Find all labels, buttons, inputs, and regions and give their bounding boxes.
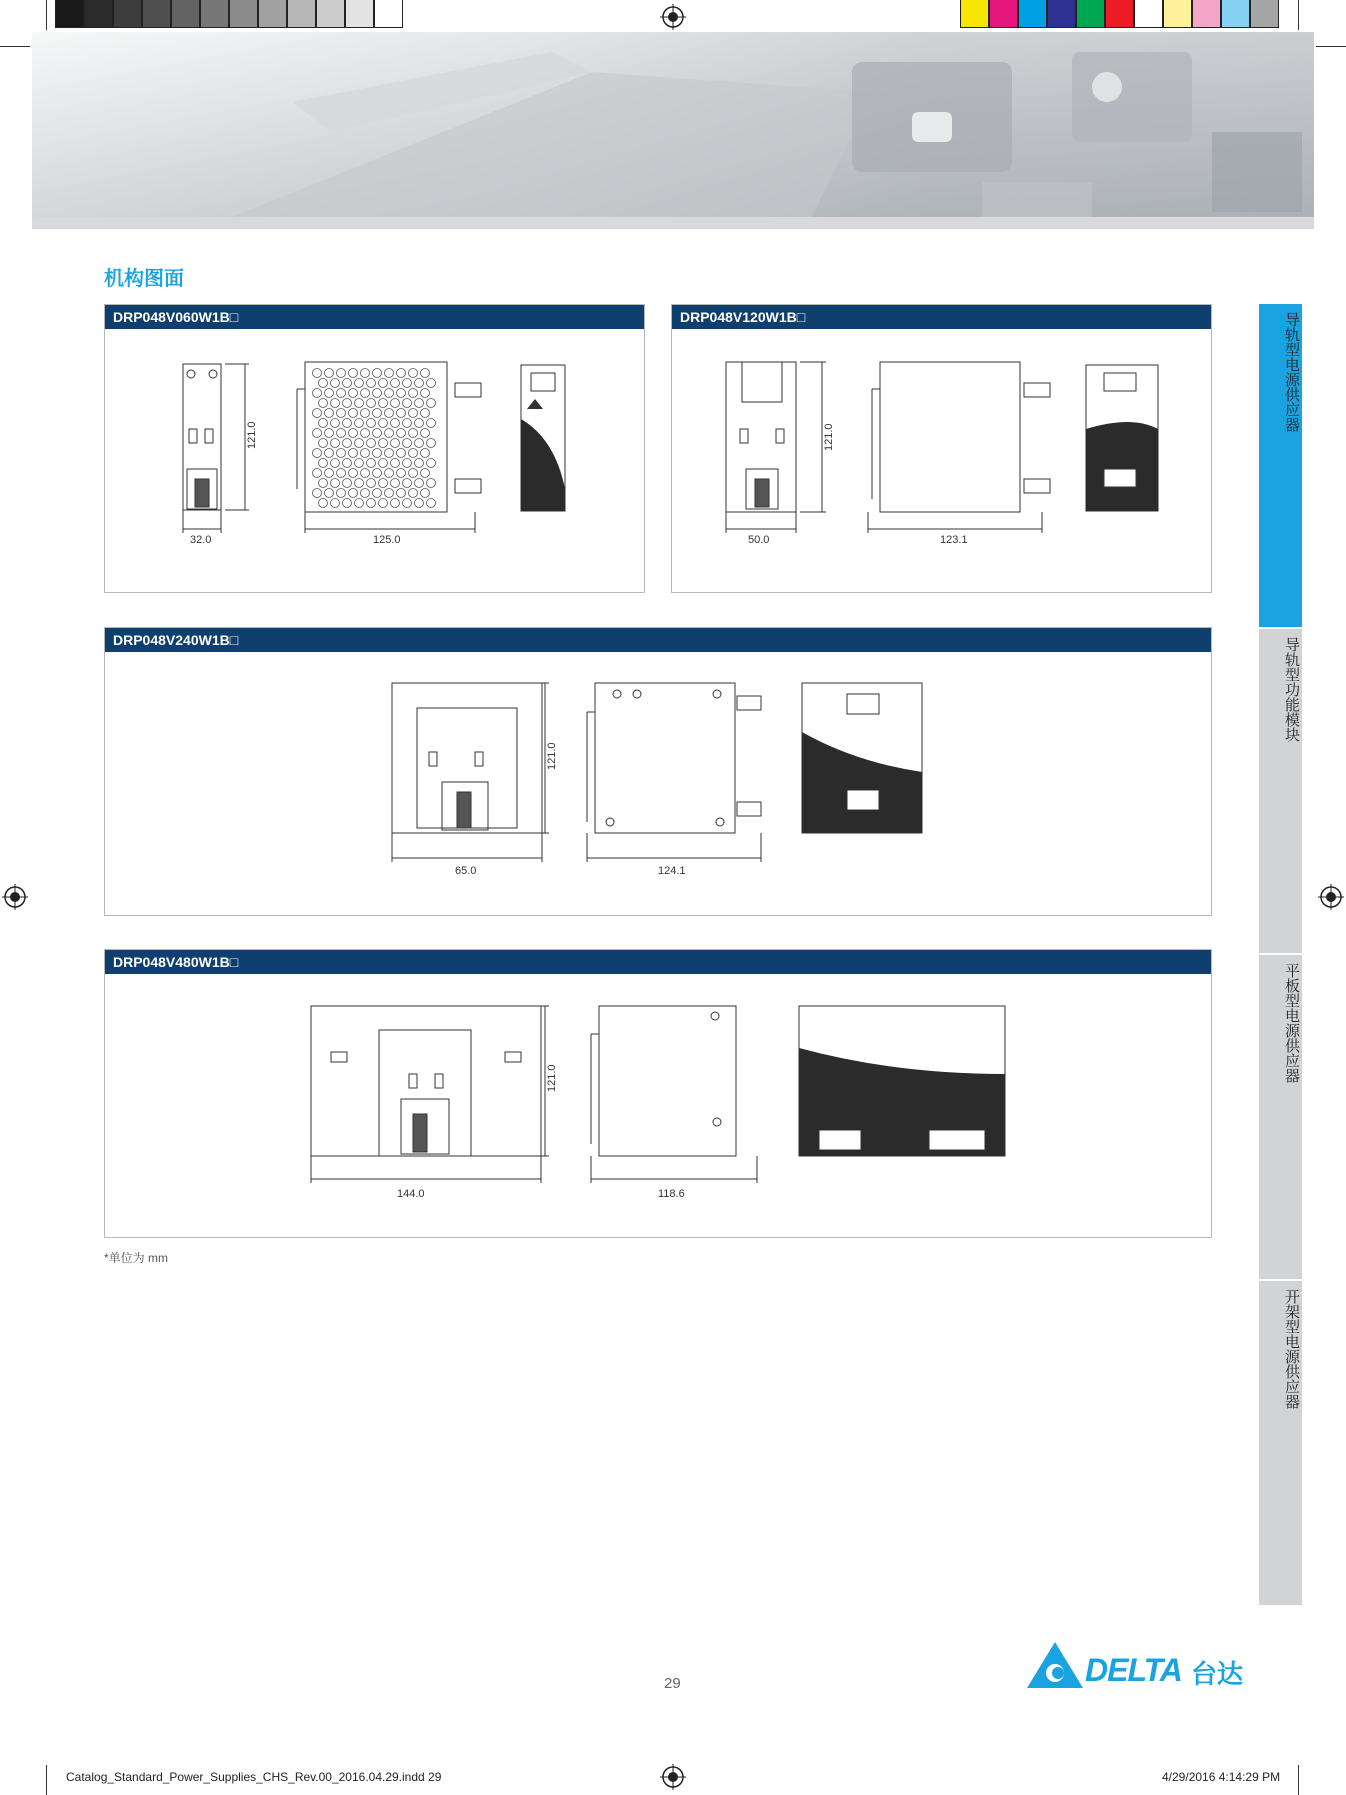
brand-name-cn: 台达	[1191, 1659, 1244, 1689]
dim-width-left: 50.0	[748, 534, 770, 546]
drawing-panel-3	[104, 627, 1212, 916]
section-title: 机构图面	[104, 268, 184, 290]
color-swatch	[1134, 0, 1163, 28]
crop-mark	[1298, 1765, 1299, 1795]
header-divider	[32, 217, 1314, 229]
crop-mark	[1298, 0, 1299, 30]
registration-mark-icon	[660, 4, 686, 30]
delta-logo	[1025, 1640, 1245, 1692]
side-tab-panel-psu[interactable]	[1259, 955, 1302, 1279]
dimension-drawing-2	[672, 329, 1211, 592]
dim-height: 121.0	[246, 421, 258, 449]
dim-width-left: 144.0	[397, 1188, 425, 1200]
color-swatch	[1221, 0, 1250, 28]
dim-width-right: 125.0	[373, 534, 401, 546]
footer-timestamp: 4/29/2016 4:14:29 PM	[1162, 1770, 1281, 1784]
color-swatch	[345, 0, 374, 28]
registration-mark-icon	[2, 884, 28, 910]
dimension-drawing-3	[105, 652, 1211, 915]
crop-mark	[46, 1765, 47, 1795]
panel-title: DRP048V480W1B□	[105, 950, 1211, 974]
color-swatch	[1047, 0, 1076, 28]
drawing-panel-1	[104, 304, 645, 593]
color-swatch	[55, 0, 84, 28]
dim-width-right: 123.1	[940, 534, 968, 546]
unit-note: *单位为 mm	[104, 1251, 168, 1265]
page-number: 29	[664, 1675, 681, 1692]
color-swatch	[1192, 0, 1221, 28]
color-swatch	[1076, 0, 1105, 28]
color-swatch	[171, 0, 200, 28]
color-swatch	[316, 0, 345, 28]
color-swatch	[142, 0, 171, 28]
dim-width-right: 118.6	[658, 1188, 685, 1200]
color-swatch	[1105, 0, 1134, 28]
gray-color-bar	[55, 0, 403, 30]
registration-mark-icon	[660, 1764, 686, 1790]
color-swatch	[287, 0, 316, 28]
header-background-image	[32, 32, 1314, 217]
dim-height: 121.0	[546, 1064, 558, 1092]
color-swatch	[1018, 0, 1047, 28]
color-swatch	[113, 0, 142, 28]
dim-width-left: 65.0	[455, 865, 477, 877]
dim-width-left: 32.0	[190, 534, 212, 546]
crop-mark	[1316, 46, 1346, 47]
dimension-drawing-4	[105, 974, 1211, 1237]
side-tab-label: 导轨型电源供应器	[1283, 312, 1300, 432]
drawing-panel-4	[104, 949, 1212, 1238]
color-swatch	[960, 0, 989, 28]
dimension-drawing-1	[105, 329, 644, 592]
registration-mark-icon	[1318, 884, 1344, 910]
side-tab-label: 开架型电源供应器	[1283, 1289, 1300, 1409]
color-swatch	[229, 0, 258, 28]
side-tab-rail-psu[interactable]	[1259, 304, 1302, 627]
color-swatch	[200, 0, 229, 28]
panel-title: DRP048V120W1B□	[672, 305, 1211, 329]
color-swatch	[84, 0, 113, 28]
side-tab-label: 平板型电源供应器	[1283, 963, 1300, 1083]
footer-file-info: Catalog_Standard_Power_Supplies_CHS_Rev.00_2016.04.29.indd 29	[66, 1770, 442, 1784]
side-tab-label: 导轨型功能模块	[1283, 637, 1300, 742]
color-swatch	[989, 0, 1018, 28]
dim-height: 121.0	[823, 423, 835, 451]
color-swatch	[1250, 0, 1279, 28]
side-tab-rail-module[interactable]	[1259, 629, 1302, 953]
side-tab-openframe-psu[interactable]	[1259, 1281, 1302, 1605]
cmyk-color-bar	[960, 0, 1279, 30]
panel-title: DRP048V240W1B□	[105, 628, 1211, 652]
dim-height: 121.0	[546, 742, 558, 770]
dim-width-right: 124.1	[658, 865, 686, 877]
drawing-panel-2	[671, 304, 1212, 593]
brand-name: DELTA	[1085, 1652, 1182, 1688]
panel-title: DRP048V060W1B□	[105, 305, 644, 329]
color-swatch	[374, 0, 403, 28]
color-swatch	[258, 0, 287, 28]
color-swatch	[1163, 0, 1192, 28]
crop-mark	[46, 0, 47, 30]
crop-mark	[0, 46, 30, 47]
